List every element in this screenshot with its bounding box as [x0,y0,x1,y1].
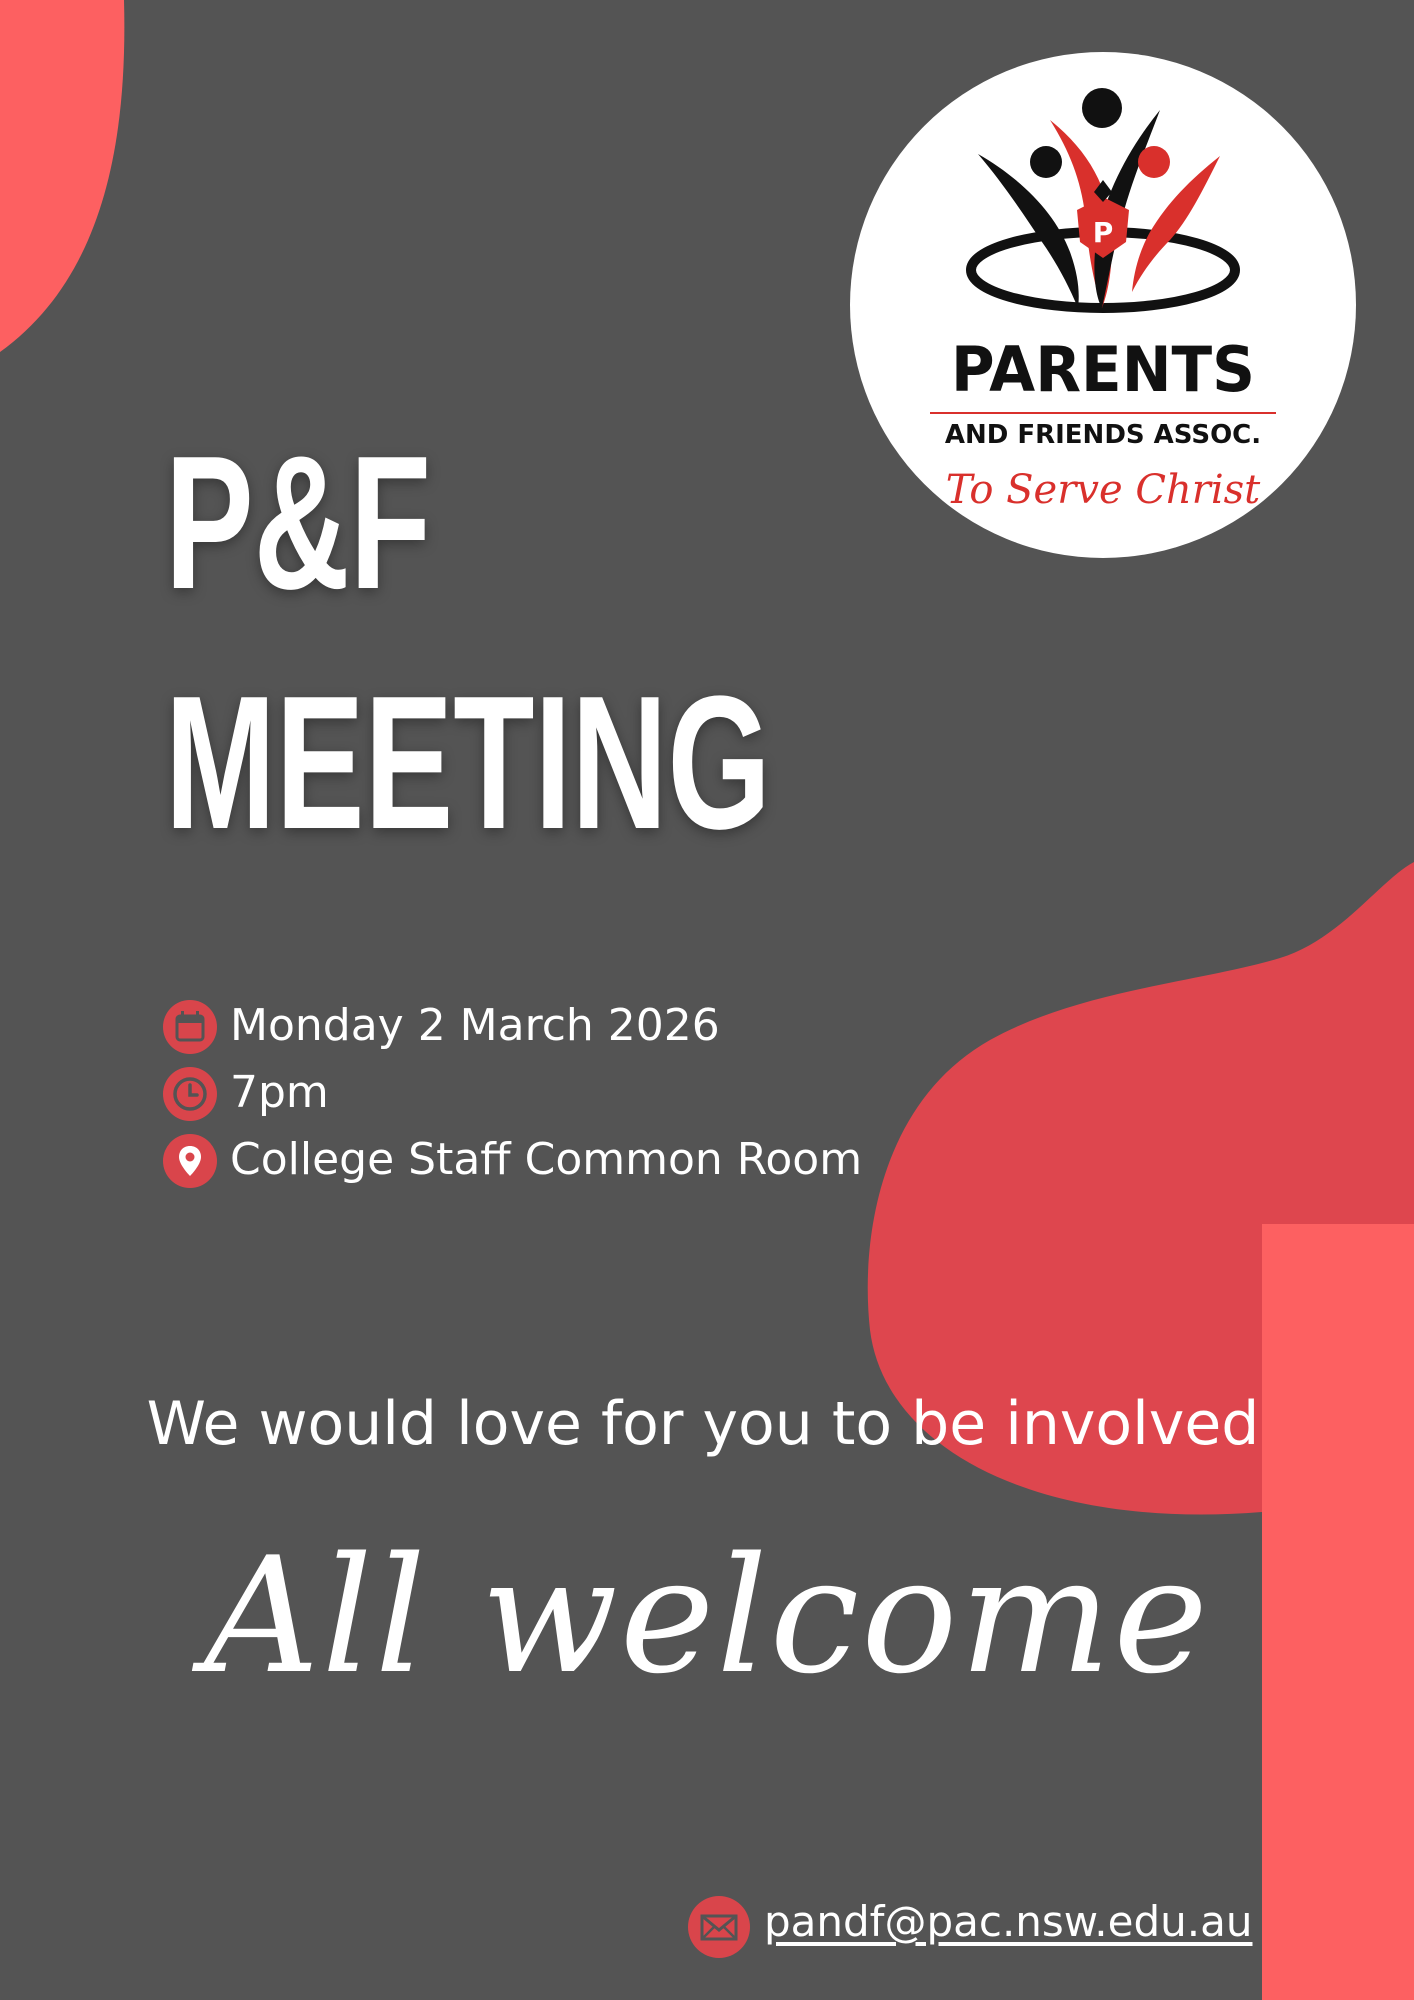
tagline: We would love for you to be involved [146,1389,1260,1459]
pf-association-logo [850,52,1356,558]
logo-motto: To Serve Christ [945,467,1261,513]
title-line-1: P&F [165,417,431,629]
location-pin-icon [163,1134,217,1188]
detail-location-text: College Staff Common Room [230,1134,863,1185]
detail-time-text: 7pm [230,1067,329,1118]
clock-icon [163,1067,217,1121]
title-line-2: MEETING [165,657,771,869]
calendar-icon [163,1000,217,1054]
email-link[interactable]: pandf@pac.nsw.edu.au [764,1897,1253,1946]
logo-divider [930,412,1276,414]
welcome-heading: All welcome [204,1522,1210,1709]
detail-date-text: Monday 2 March 2026 [230,1000,720,1051]
top-left-blob [0,0,124,352]
envelope-icon [688,1896,750,1958]
logo-subname: AND FRIENDS ASSOC. [944,420,1262,450]
logo-shield-letter: P [1092,216,1114,249]
logo-name: PARENTS [950,333,1255,406]
